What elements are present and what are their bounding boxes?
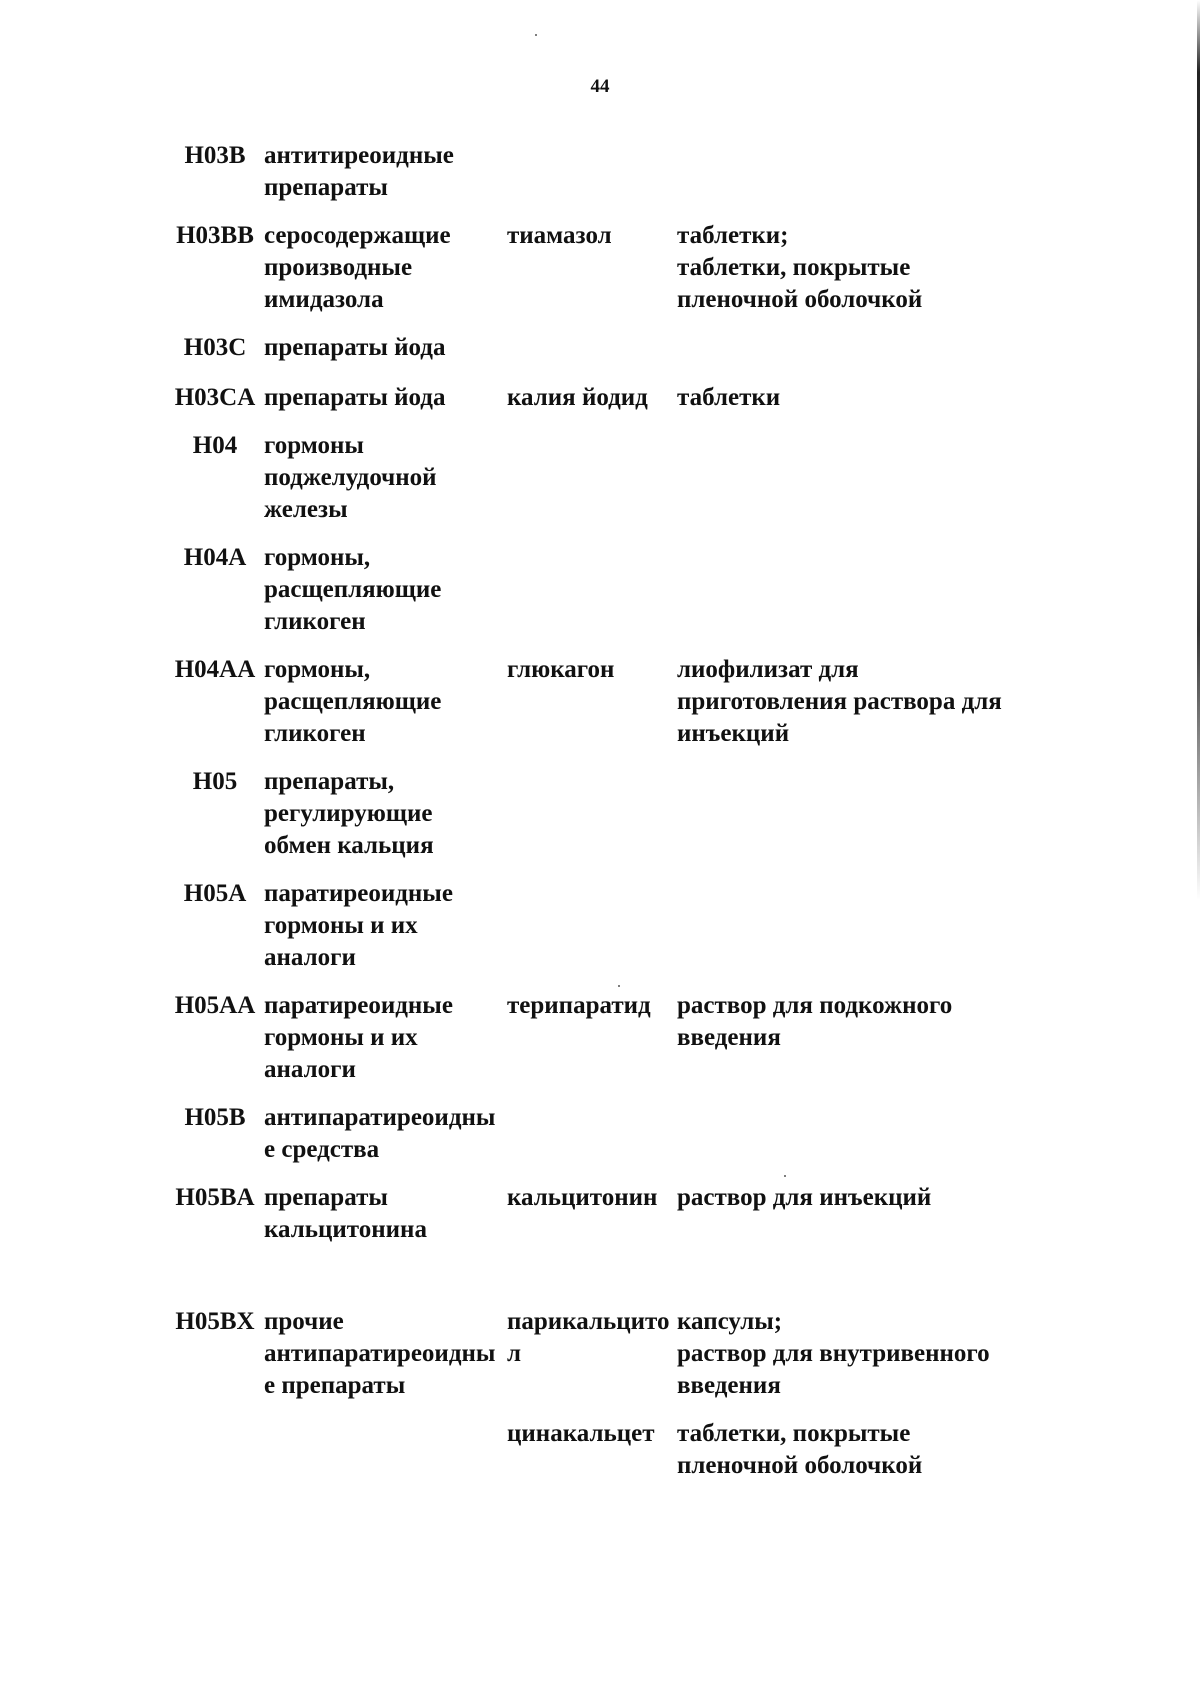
atc-code: H03BB	[176, 222, 254, 249]
drug-name: парикальцито л	[507, 1308, 670, 1367]
table-row	[170, 654, 1090, 750]
group-name: гормоны, расщепляющие гликоген	[264, 544, 442, 635]
table-row	[170, 766, 1090, 862]
group-name: паратиреоидные гормоны и их аналоги	[264, 880, 453, 971]
atc-code: H04A	[183, 544, 247, 571]
drug-name: цинакальцет	[507, 1420, 655, 1447]
table-row	[170, 140, 1090, 204]
group-name: препараты йода	[264, 384, 446, 411]
table-row	[170, 382, 1090, 414]
atc-code: H03CA	[174, 384, 256, 411]
dosage-form: лиофилизат для приготовления раствора для инъекций	[677, 656, 1002, 747]
group-name: препараты кальцитонина	[264, 1184, 427, 1243]
table-row	[170, 332, 1090, 364]
group-name: препараты, регулирующие обмен кальция	[264, 768, 434, 859]
table-row	[170, 878, 1090, 974]
group-name: паратиреоидные гормоны и их аналоги	[264, 992, 453, 1083]
page-number: 44	[590, 76, 610, 97]
table-row	[170, 430, 1090, 526]
dosage-form: таблетки	[677, 384, 781, 411]
table-row	[170, 1102, 1090, 1166]
drug-name: терипаратид	[507, 992, 651, 1019]
table-row	[170, 1182, 1090, 1246]
table-row	[170, 990, 1090, 1086]
group-name: антипаратиреоидны е средства	[264, 1104, 496, 1163]
group-name: препараты йода	[264, 334, 446, 361]
atc-code: H05AA	[174, 992, 256, 1019]
atc-code: H04	[192, 432, 238, 459]
atc-code: H05	[192, 768, 238, 795]
table-row	[170, 1418, 1090, 1482]
atc-code: H04AA	[174, 656, 256, 683]
drug-name: тиамазол	[507, 222, 612, 249]
scan-speck	[535, 34, 537, 36]
drug-name: калия йодид	[507, 384, 648, 411]
atc-code: H05B	[184, 1104, 246, 1131]
atc-code: H05BX	[175, 1308, 255, 1335]
group-name: гормоны, расщепляющие гликоген	[264, 656, 442, 747]
scan-speck	[784, 1175, 786, 1177]
atc-code: H03B	[184, 142, 246, 169]
dosage-form: раствор для инъекций	[677, 1184, 932, 1211]
group-name: антитиреоидные препараты	[264, 142, 454, 201]
group-name: серосодержащие производные имидазола	[264, 222, 451, 313]
table-row	[170, 1306, 1090, 1402]
dosage-form: таблетки; таблетки, покрытые пленочной оболочкой	[677, 222, 923, 313]
table-row	[170, 220, 1090, 316]
dosage-form: капсулы; раствор для внутривенного введения	[677, 1308, 990, 1399]
atc-code: H05A	[183, 880, 247, 907]
table-row	[170, 542, 1090, 638]
drug-name: глюкагон	[507, 656, 615, 683]
drug-name: кальцитонин	[507, 1184, 658, 1211]
dosage-form: раствор для подкожного введения	[677, 992, 953, 1051]
dosage-form: таблетки, покрытые пленочной оболочкой	[677, 1420, 923, 1479]
atc-code: H05BA	[175, 1184, 255, 1211]
scan-speck	[618, 985, 620, 987]
group-name: гормоны поджелудочной железы	[264, 432, 437, 523]
atc-code: H03C	[183, 334, 247, 361]
drug-classification-table	[170, 140, 1090, 1482]
group-name: прочие антипаратиреоидны е препараты	[264, 1308, 496, 1399]
